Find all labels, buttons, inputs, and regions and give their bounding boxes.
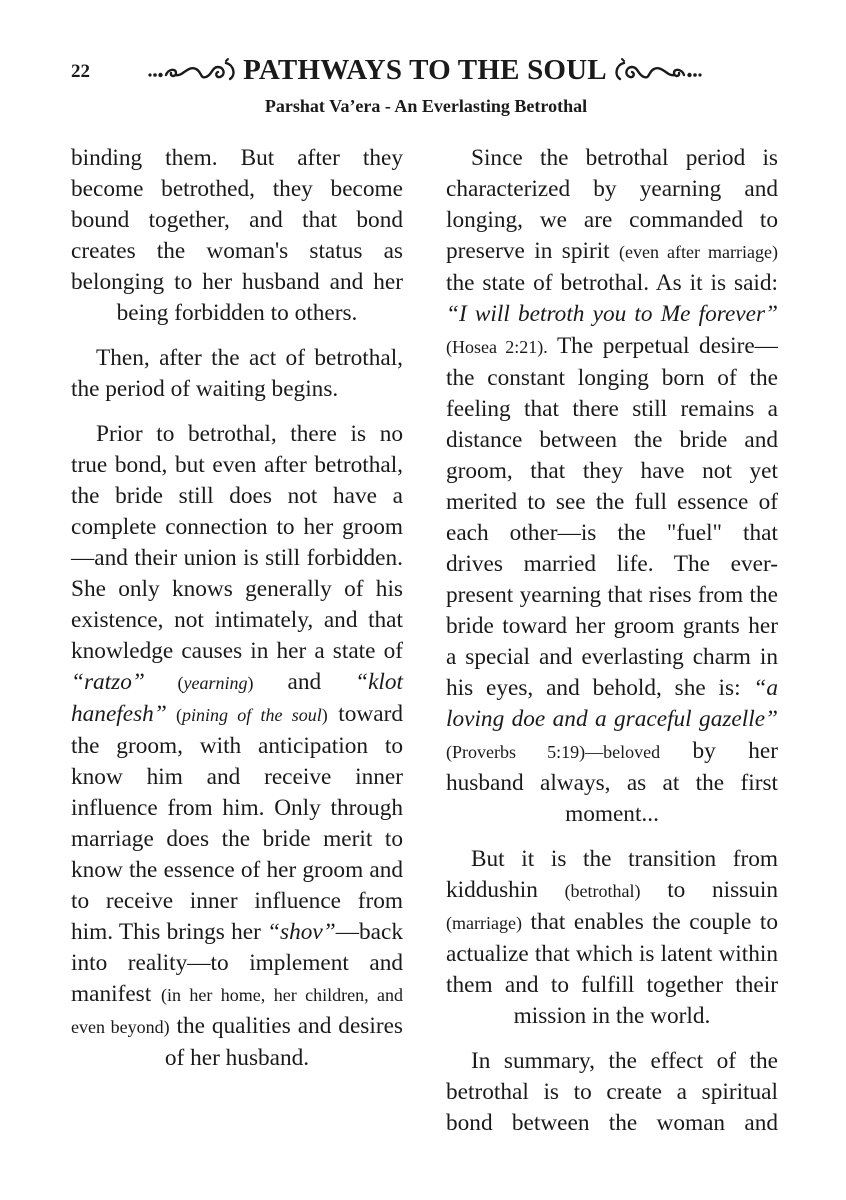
citation-proverbs: (Proverbs 5:19)—beloved — [446, 742, 661, 762]
text-run: Since the betrothal period is characterized by yearning and longing, we are commanded to preserve in spirit — [446, 145, 778, 264]
paren-open: ( — [166, 705, 183, 725]
aside-home-children: (in her home, her children, and even beyond) — [71, 985, 403, 1037]
aside-even-after-marriage: (even after marriage) — [619, 242, 778, 262]
citation-hosea: (Hosea 2:21). — [446, 337, 548, 357]
aside-betrothal: (betrothal) — [564, 881, 641, 901]
book-title: PATHWAYS TO THE SOUL — [243, 54, 607, 86]
term-ratzo: “ratzo” — [71, 669, 145, 695]
text-run: the state of betrothal. As it is said: — [446, 270, 778, 296]
right-scroll-flourish-icon — [609, 55, 704, 85]
paren-close: ) — [247, 673, 254, 693]
paren-open: ( — [144, 673, 184, 693]
page-number: 22 — [71, 61, 90, 82]
paragraph-waiting-period: Then, after the act of betrothal, the period of waiting begins. — [71, 345, 403, 402]
gloss-pining-of-the-soul: pining of the soul — [182, 705, 322, 725]
term-klot-hanefesh: “klot hanefesh” — [71, 669, 403, 727]
paragraph-summary: In summary, the effect of the betrothal is to create a spiritual bond between the woman and — [446, 1048, 778, 1136]
quote-proverbs: “a loving doe and a graceful gazelle” — [446, 675, 778, 732]
paren-close: ) — [321, 705, 328, 725]
text-run: But it is the transition from kiddushin — [446, 846, 778, 903]
book-title-bar — [130, 52, 720, 88]
paragraph-continued: binding them. But after they become betrothed, they become bound together, and that bond creates the woman's status as belonging to her husband and her being forbidden to others. — [71, 145, 403, 326]
term-shov: “shov” — [267, 919, 336, 945]
left-scroll-flourish-icon — [146, 55, 241, 85]
running-header — [0, 48, 846, 88]
quote-hosea: “I will betroth you to Me forever” — [446, 301, 778, 327]
text-run: by her husband always, as at the first moment... — [446, 738, 778, 827]
text-run: the qualities and desires of her husband. — [164, 1013, 403, 1071]
text-run: to nissuin — [640, 877, 778, 903]
text-run: and — [253, 669, 356, 695]
text-run: Prior to betrothal, there is no true bond, but even after betrothal, the bride still does not have a complete connection to her groom—and their union is still forbidden. She only knows generally of his existence, not intimately, and that knowledge causes in her a state of — [71, 421, 403, 664]
chapter-title: Parshat Va’era - An Everlasting Betrothal — [264, 96, 588, 116]
text-run: toward the groom, with anticipation to know him and receive inner influence from him. Only through marriage does the bride merit to know the essence of her groom and to receive inner influence from him. This brings her — [71, 701, 403, 945]
text-run: that enables the couple to actualize that which is latent within them and to fulfill together their mission in the world. — [446, 909, 778, 1029]
right-column — [446, 143, 778, 1153]
aside-marriage: (marriage) — [446, 913, 522, 933]
paragraph-prior-to-betrothal — [71, 419, 403, 1074]
text-run: —back into reality—to implement and manifest — [71, 919, 403, 1007]
text-run: The perpetual desire—the constant longing born of the feeling that there still remains a distance between the bride and groom, that they have not yet merited to see the full essence of each other—is the "fuel" that drives married life. The ever-present yearning that rises from the bride toward her groom grants her a special and everlasting charm in his eyes, and behold, she is: — [446, 333, 778, 701]
gloss-yearning: yearning — [183, 673, 248, 693]
paragraph-betrothal-period — [446, 143, 778, 830]
left-column — [71, 143, 403, 1088]
paragraph-transition — [446, 844, 778, 1032]
